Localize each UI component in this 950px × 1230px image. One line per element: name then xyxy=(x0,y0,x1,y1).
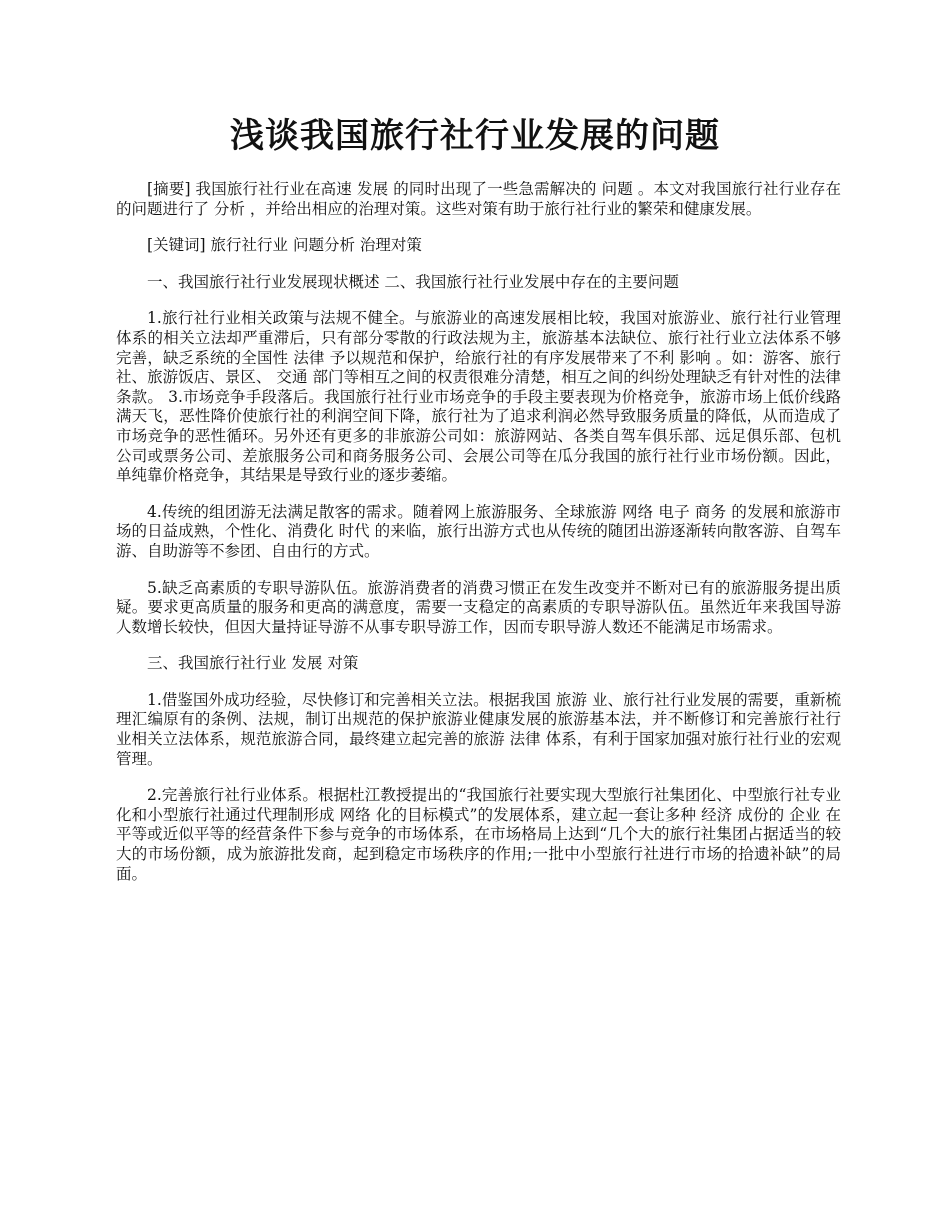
body-paragraph: 4.传统的组团游无法满足散客的需求。随着网上旅游服务、全球旅游 网络 电子 商务 的发展和旅游市场的日益成熟，个性化、消费化 时代 的来临，旅行出游方式也从传统的随团出游逐渐转向散客游、自驾车游、自助游等不参团、自由行的方式。 xyxy=(116,502,841,560)
keywords-paragraph: [关键词] 旅行社行业 问题分析 治理对策 xyxy=(147,236,422,255)
body-paragraph: 2.完善旅行社行业体系。根据杜江教授提出的“我国旅行社要实现大型旅行社集团化、中型旅行社专业化和小型旅行社通过代理制形成 网络 化的目标模式”的发展体系，建立起一套让多种 经济 成份的 企业 在平等或近似平等的经营条件下参与竞争的市场体系，在市场格局上达到“几个大的旅行社集团占据适当的较大的市场份额，成为旅游批发商，起到稳定市场秩序的作用;一批中小型旅行社进行市场的拾遗补缺”的局面。 xyxy=(116,786,841,883)
body-paragraph: 1.借鉴国外成功经验，尽快修订和完善相关立法。根据我国 旅游 业、旅行社行业发展的需要，重新梳理汇编原有的条例、法规，制订出规范的保护旅游业健康发展的旅游基本法，并不断修订和完善旅行社行业相关立法体系，规范旅游合同，最终建立起完善的旅游 法律 体系，有利于国家加强对旅行社行业的宏观管理。 xyxy=(116,690,841,768)
body-paragraph: 1.旅行社行业相关政策与法规不健全。与旅游业的高速发展相比较，我国对旅游业、旅行社行业管理体系的相关立法却严重滞后，只有部分零散的行政法规为主，旅游基本法缺位、旅行社行业立法体系不够完善，缺乏系统的全国性 法律 予以规范和保护，给旅行社的有序发展带来了不利 影响 。如：游客、旅行社、旅游饭店、景区、 交通 部门等相互之间的权责很难分清楚，相互之间的纠纷处理缺乏有针对性的法律条款。 3.市场竞争手段落后。我国旅行社行业市场竞争的手段主要表现为价格竞争，旅游市场上低价线路满天飞，恶性降价使旅行社的利润空间下降，旅行社为了追求利润必然导致服务质量的降低，从而造成了市场竞争的恶性循环。另外还有更多的非旅游公司如：旅游网站、各类自驾车俱乐部、远足俱乐部、包机公司或票务公司、差旅服务公司和商务服务公司、会展公司等在瓜分我国的旅行社行业市场份额。因此，单纯靠价格竞争，其结果是导致行业的逐步萎缩。 xyxy=(116,309,841,485)
body-paragraph: 5.缺乏高素质的专职导游队伍。旅游消费者的消费习惯正在发生改变并不断对已有的旅游服务提出质疑。要求更高质量的服务和更高的满意度，需要一支稳定的高素质的专职导游队伍。虽然近年来我国导游人数增长较快，但因大量持证导游不从事专职导游工作，因而专职导游人数还不能满足市场需求。 xyxy=(116,578,841,636)
abstract-paragraph: [摘要] 我国旅行社行业在高速 发展 的同时出现了一些急需解决的 问题 。本文对我国旅行社行业存在的问题进行了 分析 ，并给出相应的治理对策。这些对策有助于旅行社行业的繁荣和健康发展。 xyxy=(116,180,841,218)
section-heading-1-2: 一、我国旅行社行业发展现状概述 二、我国旅行社行业发展中存在的主要问题 xyxy=(147,272,679,291)
section-heading-3: 三、我国旅行社行业 发展 对策 xyxy=(147,654,359,673)
page-title: 浅谈我国旅行社行业发展的问题 xyxy=(230,116,720,156)
document-body xyxy=(116,180,841,901)
